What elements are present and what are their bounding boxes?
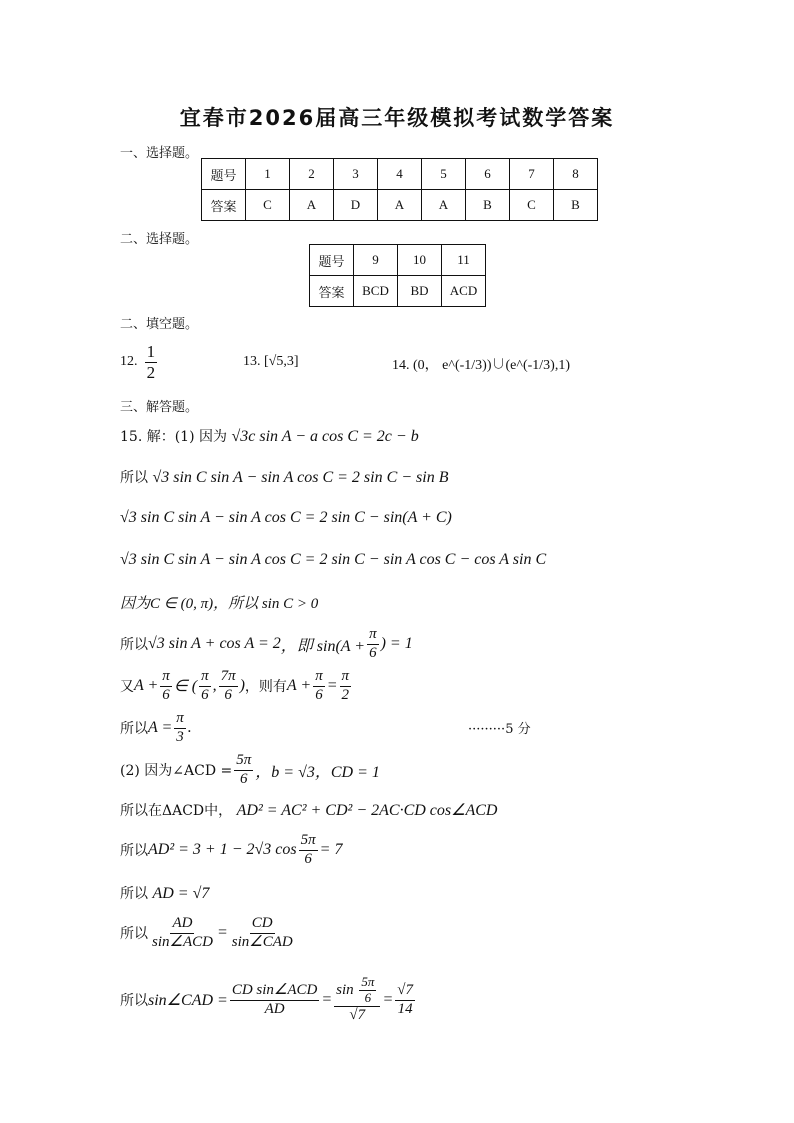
solution-line: 所以 A = $\frac{\pi}{3}$ .: [120, 710, 192, 745]
table-cell: D: [334, 190, 378, 221]
solution-line: [120, 509, 452, 527]
table-cell: 9: [354, 245, 398, 276]
solution-line: 所以 $\frac{AD}{\text{sin∠ACD}}$ = $\frac{CD}{\text{sin∠CAD}}$: [120, 915, 293, 950]
equation: √3 sin C sin A − sin A cos C = 2 sin C − sin B: [152, 469, 449, 486]
line-label: 所以: [120, 993, 148, 1009]
table-cell: 答案: [202, 190, 246, 221]
table-cell: 10: [398, 245, 442, 276]
solution-line: 又 A + $\frac{\pi}{6}$ ∈ ( $\frac{\pi}{6}$ , $\frac{7\pi}{6}$ ) ，则有 A + $\frac{\pi}{6}$ = $\frac{\pi}{2}$: [120, 668, 350, 703]
equation: ) = 1: [380, 635, 413, 652]
fraction-numerator: CD sin∠ACD: [230, 982, 320, 1000]
line-label: 15. 解：(1) 因为: [120, 429, 227, 445]
solution-line: [120, 467, 449, 487]
table-row: [202, 190, 598, 221]
table-cell: 答案: [310, 276, 354, 307]
table-cell: B: [466, 190, 510, 221]
table-cell: 7: [510, 159, 554, 190]
solution-line: 所以 AD² = 3 + 1 − 2√3 cos $\frac{5\pi}{6}$ = 7: [120, 832, 343, 867]
page-title: 宜春市2026届高三年级模拟考试数学答案: [179, 106, 615, 130]
line-label: 所以: [120, 470, 148, 486]
solution-line: [120, 426, 419, 446]
fraction-denominator: sin∠ACD: [152, 933, 213, 950]
section-heading-solve: 三、解答题。: [120, 400, 199, 415]
equation: A =: [148, 719, 173, 736]
solution-line: 所以 sin∠CAD = $\frac{\text{CD sin∠ACD}}{AD}$ = sin $\frac{5\pi}{6}$ √7 = $\frac{√7}{14}$: [120, 974, 413, 1024]
line-label: 所以在ΔACD中，: [120, 803, 233, 819]
table-cell: A: [290, 190, 334, 221]
q12-label: 12.: [120, 354, 138, 370]
line-label: 又: [120, 679, 134, 695]
line-label: 所以: [120, 843, 148, 859]
table-row: [202, 159, 598, 190]
section-heading-multi: 二、选择题。: [120, 232, 199, 247]
fill-q14: [392, 354, 570, 374]
section-heading-fill: 二、填空题。: [120, 317, 199, 332]
section-heading-choice: 一、选择题。: [120, 146, 199, 161]
line-label: 所以: [120, 886, 148, 902]
answer-table-1: [201, 158, 598, 221]
solution-line: [120, 800, 497, 820]
fraction-numerator: CD: [250, 915, 275, 933]
equation: ，b = √3，CD = 1: [255, 763, 380, 781]
line-label: 所以: [120, 637, 148, 653]
table-cell: A: [378, 190, 422, 221]
q14-answer: e^(-1/3))∪(e^(-1/3),1): [442, 358, 570, 373]
equation: 因为C ∈ (0, π)，所以 sin C > 0: [120, 596, 319, 612]
table-cell: 11: [442, 245, 486, 276]
table-cell: 5: [422, 159, 466, 190]
fraction-denominator: AD: [264, 1000, 285, 1017]
table-cell: 3: [334, 159, 378, 190]
table-cell: BCD: [354, 276, 398, 307]
table-cell: 2: [290, 159, 334, 190]
line-label: (2) 因为∠ACD =: [120, 763, 233, 779]
q12-denominator: 2: [146, 362, 156, 382]
equation: sin∠CAD =: [148, 992, 228, 1009]
table-cell: C: [246, 190, 290, 221]
table-cell: 题号: [310, 245, 354, 276]
table-row: [310, 245, 486, 276]
equation: ，即 sin(A +: [280, 637, 366, 655]
fraction-numerator: AD: [170, 915, 194, 933]
table-cell: A: [422, 190, 466, 221]
solution-line: [120, 883, 209, 903]
equation: √3c sin A − a cos C = 2c − b: [231, 428, 419, 445]
q12-numerator: 1: [146, 342, 156, 361]
table-cell: 题号: [202, 159, 246, 190]
table-cell: ACD: [442, 276, 486, 307]
table-cell: 6: [466, 159, 510, 190]
equation: AD² = 3 + 1 − 2√3 cos: [148, 841, 297, 858]
line-label: 所以: [120, 721, 148, 737]
equation: √3 sin A + cos A = 2: [148, 635, 281, 652]
table-cell: 4: [378, 159, 422, 190]
fraction-numerator: √7: [395, 982, 415, 1000]
table-row: [310, 276, 486, 307]
fill-q12: [120, 342, 159, 382]
fill-q13: 13. [√5,3]: [243, 354, 299, 369]
table-cell: 8: [554, 159, 598, 190]
q14-label: 14. (0，: [392, 358, 439, 373]
table-cell: BD: [398, 276, 442, 307]
solution-line: [120, 592, 318, 613]
fraction-denominator: 14: [397, 1000, 413, 1017]
line-label: 所以: [120, 926, 148, 942]
table-cell: 1: [246, 159, 290, 190]
equation: AD² = AC² + CD² − 2AC·CD cos∠ACD: [236, 802, 498, 819]
equation: = 7: [319, 841, 343, 858]
equation: AD = √7: [152, 885, 210, 902]
line-text: ，则有: [244, 679, 287, 695]
equation: √3 sin C sin A − sin A cos C = 2 sin C − sin(A + C): [120, 509, 452, 526]
score-marker: ·········5 分: [468, 722, 531, 737]
answer-table-2: [309, 244, 486, 307]
table-cell: B: [554, 190, 598, 221]
solution-line: 所以 √3 sin A + cos A = 2 ，即 sin(A + $\frac{\pi}{6}$ ) = 1: [120, 626, 413, 661]
fraction-denominator: sin∠CAD: [231, 933, 293, 950]
table-cell: C: [510, 190, 554, 221]
solution-line: (2) 因为∠ACD = $\frac{5\pi}{6}$ ，b = √3，CD = 1: [120, 752, 380, 787]
equation: √3 sin C sin A − sin A cos C = 2 sin C − sin A cos C − cos A sin C: [120, 551, 547, 568]
solution-line: [120, 551, 546, 569]
